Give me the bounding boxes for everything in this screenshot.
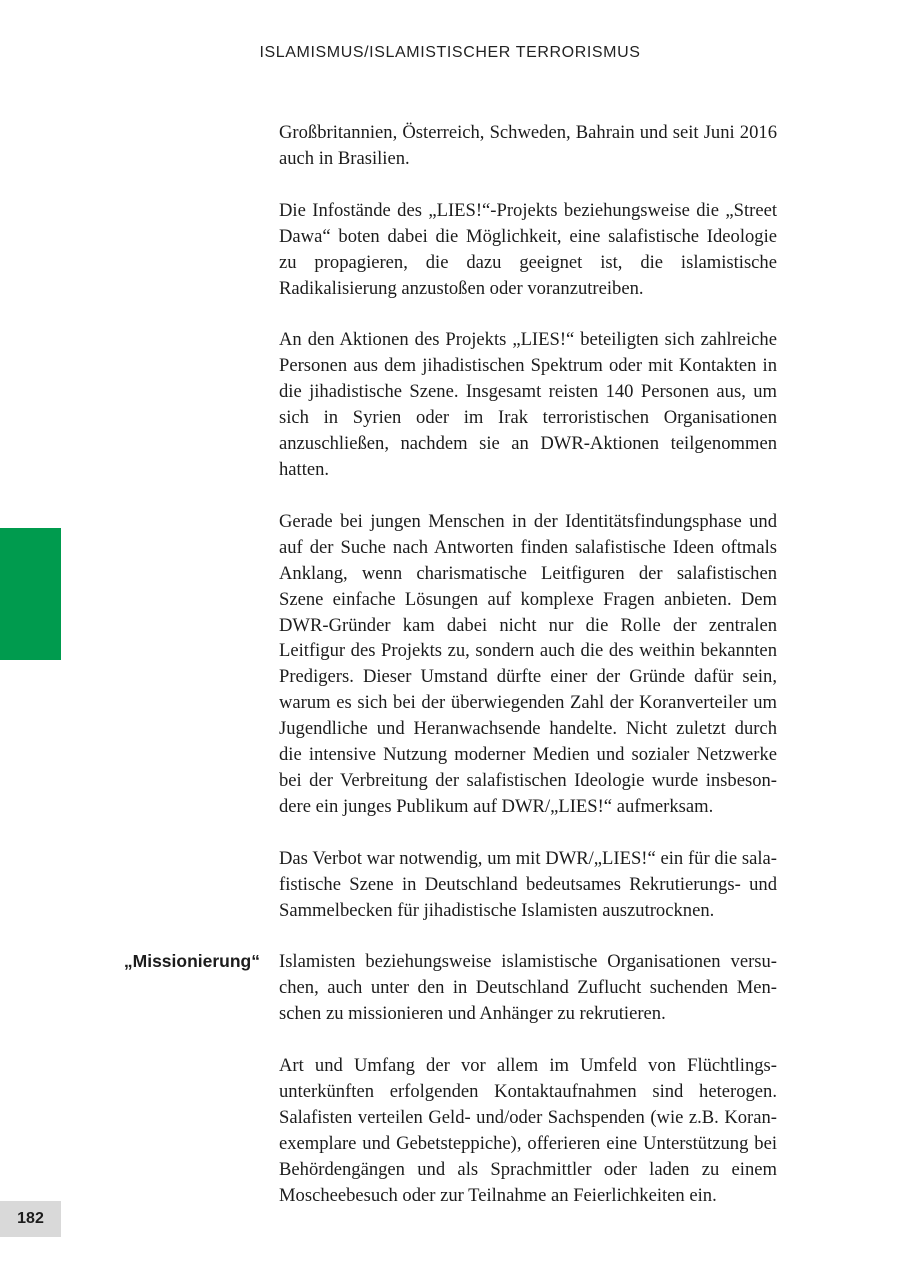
page-number: 182 — [0, 1201, 61, 1237]
paragraph-4: Gerade bei jungen Menschen in der Identitätsfindungsphase und auf der Suche nach Antworten finden salafistische Ideen oftmals Anklang, wenn charismatische Leitfiguren der salafistischen Szene einfache Lösungen auf komplexe Fragen anbieten. Dem DWR-Gründer kam dabei nicht nur die Rolle der zentralen Leitfigur des Projekts zu, sondern auch die des weithin bekannten Predigers. Dieser Umstand dürfte einer der Gründe dafür sein, warum es sich bei der überwiegenden Zahl der Koranverteiler um Jugendliche und Heranwachsende handelte. Nicht zuletzt durch die intensive Nutzung moderner Medien und sozialer Netzwerke bei der Verbreitung der salafistischen Ideologie wurde insbesondere ein junges Publikum auf DWR/„LIES!“ aufmerksam. — [279, 510, 777, 817]
side-heading-missionierung: „Missionierung“ — [123, 951, 260, 971]
paragraph-6: Islamisten beziehungsweise islamistische Organisationen versuchen, auch unter den in Deutschland Zuflucht suchenden Menschen zu missionieren und Anhänger zu rekrutieren. — [279, 951, 777, 1025]
paragraph-3: An den Aktionen des Projekts „LIES!“ beteiligten sich zahlreiche Personen aus dem jihadistischen Spektrum oder mit Kontakten in die jihadistische Szene. Insgesamt reisten 140 Personen aus, um sich in Syrien oder im Irak terroristischen Organisationen anzuschließen, nachdem sie an DWR-Aktionen teilgenommen hatten. — [279, 329, 777, 480]
paragraph-5: Das Verbot war notwendig, um mit DWR/„LIES!“ ein für die salafistische Szene in Deutschland bedeutsames Rekrutierungs- und Sammelbecken für jihadistische Islamisten auszutrocknen. — [279, 847, 777, 921]
paragraph-1: Großbritannien, Österreich, Schweden, Bahrain und seit Juni 2016 auch in Brasilien. — [279, 122, 777, 169]
running-header: ISLAMISMUS/ISLAMISTISCHER TERRORISMUS — [259, 44, 641, 61]
paragraph-2: Die Infostände des „LIES!“-Projekts beziehungsweise die „Street Dawa“ boten dabei die Möglichkeit, eine salafistische Ideologie zu propagieren, die dazu geeignet ist, die islamistische Radikalisierung anzustoßen oder voranzutreiben. — [279, 199, 777, 299]
section-color-tab — [0, 528, 61, 660]
paragraph-7: Art und Umfang der vor allem im Umfeld von Flüchtlingsunterkünften erfolgenden Kontaktaufnahmen sind heterogen. Salafisten verteilen Geld- und/oder Sachspenden (wie z.B. Koranexemplare und Gebetsteppiche), offerieren eine Unterstützung bei Behördengängen und als Sprachmittler oder laden zu einem Moscheebesuch oder zur Teilnahme an Feierlichkeiten ein. — [279, 1055, 777, 1206]
body-text — [279, 120, 777, 1235]
